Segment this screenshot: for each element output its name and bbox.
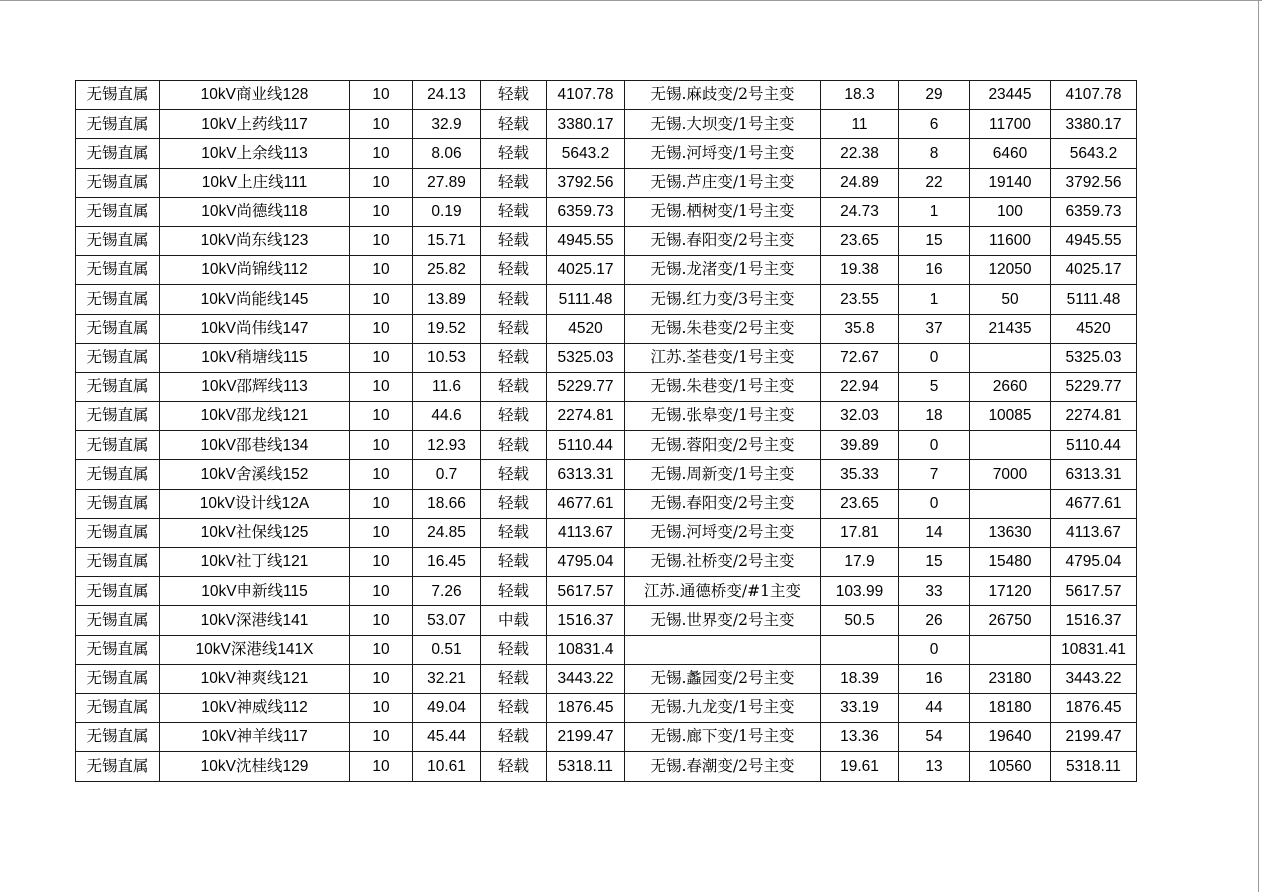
feeder-load-table (75, 80, 1137, 782)
line-name-cell: 10kV社丁线121 (160, 548, 350, 577)
table-row (76, 460, 1137, 489)
user-count-cell: 1 (899, 197, 970, 226)
transformer-cell: 无锡.栖树变/1号主变 (625, 197, 821, 226)
spare-capacity-cell: 3443.22 (547, 664, 625, 693)
transformer-load-rate-cell: 72.67 (821, 343, 899, 372)
table-row (76, 635, 1137, 664)
unit-cell: 无锡直属 (76, 314, 160, 343)
load-status-cell: 轻载 (481, 110, 547, 139)
load-rate-cell: 18.66 (413, 489, 481, 518)
load-status-cell: 轻载 (481, 256, 547, 285)
load-rate-cell: 32.9 (413, 110, 481, 139)
load-rate-cell: 7.26 (413, 577, 481, 606)
table-row (76, 577, 1137, 606)
unit-cell: 无锡直属 (76, 752, 160, 781)
voltage-cell: 10 (350, 110, 413, 139)
transformer-cell: 无锡.九龙变/1号主变 (625, 693, 821, 722)
table-row (76, 139, 1137, 168)
spare-capacity-cell: 5617.57 (547, 577, 625, 606)
spare-capacity-cell: 4025.17 (547, 256, 625, 285)
transformer-load-rate-cell: 23.65 (821, 489, 899, 518)
transformer-load-rate-cell: 23.55 (821, 285, 899, 314)
line-name-cell: 10kV深港线141 (160, 606, 350, 635)
available-capacity-cell: 1516.37 (1051, 606, 1137, 635)
user-count-cell: 22 (899, 168, 970, 197)
transformer-load-rate-cell: 33.19 (821, 693, 899, 722)
voltage-cell: 10 (350, 168, 413, 197)
transformer-cell: 无锡.芦庄变/1号主变 (625, 168, 821, 197)
load-rate-cell: 25.82 (413, 256, 481, 285)
capacity-cell: 23180 (970, 664, 1051, 693)
line-name-cell: 10kV申新线115 (160, 577, 350, 606)
available-capacity-cell: 6359.73 (1051, 197, 1137, 226)
user-count-cell: 26 (899, 606, 970, 635)
capacity-cell (970, 343, 1051, 372)
user-count-cell: 7 (899, 460, 970, 489)
voltage-cell: 10 (350, 402, 413, 431)
transformer-cell: 无锡.春潮变/2号主变 (625, 752, 821, 781)
transformer-load-rate-cell: 17.9 (821, 548, 899, 577)
transformer-load-rate-cell: 22.94 (821, 372, 899, 401)
available-capacity-cell: 2199.47 (1051, 723, 1137, 752)
line-name-cell: 10kV邵辉线113 (160, 372, 350, 401)
spare-capacity-cell: 10831.4 (547, 635, 625, 664)
line-name-cell: 10kV沈桂线129 (160, 752, 350, 781)
line-name-cell: 10kV上庄线111 (160, 168, 350, 197)
transformer-load-rate-cell: 35.33 (821, 460, 899, 489)
capacity-cell: 6460 (970, 139, 1051, 168)
available-capacity-cell: 5617.57 (1051, 577, 1137, 606)
available-capacity-cell: 3792.56 (1051, 168, 1137, 197)
voltage-cell: 10 (350, 343, 413, 372)
available-capacity-cell: 3380.17 (1051, 110, 1137, 139)
transformer-load-rate-cell: 39.89 (821, 431, 899, 460)
unit-cell: 无锡直属 (76, 226, 160, 255)
unit-cell: 无锡直属 (76, 139, 160, 168)
table-row (76, 431, 1137, 460)
transformer-load-rate-cell: 11 (821, 110, 899, 139)
transformer-load-rate-cell: 22.38 (821, 139, 899, 168)
unit-cell: 无锡直属 (76, 635, 160, 664)
available-capacity-cell: 5110.44 (1051, 431, 1137, 460)
load-status-cell: 中载 (481, 606, 547, 635)
line-name-cell: 10kV神爽线121 (160, 664, 350, 693)
spare-capacity-cell: 5229.77 (547, 372, 625, 401)
user-count-cell: 1 (899, 285, 970, 314)
spare-capacity-cell: 5643.2 (547, 139, 625, 168)
voltage-cell: 10 (350, 723, 413, 752)
unit-cell: 无锡直属 (76, 110, 160, 139)
table-row (76, 693, 1137, 722)
load-status-cell: 轻载 (481, 285, 547, 314)
spare-capacity-cell: 4520 (547, 314, 625, 343)
capacity-cell: 100 (970, 197, 1051, 226)
capacity-cell: 11700 (970, 110, 1051, 139)
transformer-cell (625, 635, 821, 664)
table-row (76, 723, 1137, 752)
table-row (76, 402, 1137, 431)
load-rate-cell: 53.07 (413, 606, 481, 635)
capacity-cell: 2660 (970, 372, 1051, 401)
load-status-cell: 轻载 (481, 197, 547, 226)
transformer-load-rate-cell: 19.38 (821, 256, 899, 285)
table-row (76, 752, 1137, 781)
spare-capacity-cell: 4677.61 (547, 489, 625, 518)
spare-capacity-cell: 3792.56 (547, 168, 625, 197)
voltage-cell: 10 (350, 372, 413, 401)
available-capacity-cell: 1876.45 (1051, 693, 1137, 722)
unit-cell: 无锡直属 (76, 285, 160, 314)
voltage-cell: 10 (350, 226, 413, 255)
table-row (76, 489, 1137, 518)
line-name-cell: 10kV尚伟线147 (160, 314, 350, 343)
load-status-cell: 轻载 (481, 664, 547, 693)
transformer-load-rate-cell: 19.61 (821, 752, 899, 781)
load-rate-cell: 45.44 (413, 723, 481, 752)
transformer-cell: 江苏.荃巷变/1号主变 (625, 343, 821, 372)
user-count-cell: 54 (899, 723, 970, 752)
transformer-cell: 无锡.社桥变/2号主变 (625, 548, 821, 577)
transformer-cell: 无锡.蠡园变/2号主变 (625, 664, 821, 693)
transformer-cell: 无锡.周新变/1号主变 (625, 460, 821, 489)
load-rate-cell: 0.19 (413, 197, 481, 226)
unit-cell: 无锡直属 (76, 256, 160, 285)
user-count-cell: 8 (899, 139, 970, 168)
voltage-cell: 10 (350, 489, 413, 518)
voltage-cell: 10 (350, 256, 413, 285)
line-name-cell: 10kV上药线117 (160, 110, 350, 139)
transformer-load-rate-cell: 32.03 (821, 402, 899, 431)
capacity-cell: 11600 (970, 226, 1051, 255)
line-name-cell: 10kV尚东线123 (160, 226, 350, 255)
load-rate-cell: 0.51 (413, 635, 481, 664)
load-status-cell: 轻载 (481, 168, 547, 197)
user-count-cell: 0 (899, 635, 970, 664)
spare-capacity-cell: 1876.45 (547, 693, 625, 722)
voltage-cell: 10 (350, 606, 413, 635)
transformer-cell: 无锡.春阳变/2号主变 (625, 226, 821, 255)
transformer-load-rate-cell: 35.8 (821, 314, 899, 343)
available-capacity-cell: 5325.03 (1051, 343, 1137, 372)
capacity-cell: 17120 (970, 577, 1051, 606)
voltage-cell: 10 (350, 664, 413, 693)
line-name-cell: 10kV深港线141X (160, 635, 350, 664)
capacity-cell: 10085 (970, 402, 1051, 431)
user-count-cell: 37 (899, 314, 970, 343)
capacity-cell: 7000 (970, 460, 1051, 489)
available-capacity-cell: 5229.77 (1051, 372, 1137, 401)
transformer-cell: 无锡.朱巷变/1号主变 (625, 372, 821, 401)
table-row (76, 197, 1137, 226)
voltage-cell: 10 (350, 431, 413, 460)
voltage-cell: 10 (350, 314, 413, 343)
voltage-cell: 10 (350, 518, 413, 547)
line-name-cell: 10kV商业线128 (160, 81, 350, 110)
user-count-cell: 15 (899, 226, 970, 255)
voltage-cell: 10 (350, 139, 413, 168)
load-status-cell: 轻载 (481, 226, 547, 255)
user-count-cell: 14 (899, 518, 970, 547)
transformer-load-rate-cell: 24.89 (821, 168, 899, 197)
load-rate-cell: 0.7 (413, 460, 481, 489)
spare-capacity-cell: 5110.44 (547, 431, 625, 460)
voltage-cell: 10 (350, 577, 413, 606)
user-count-cell: 0 (899, 343, 970, 372)
transformer-load-rate-cell: 18.39 (821, 664, 899, 693)
line-name-cell: 10kV社保线125 (160, 518, 350, 547)
capacity-cell: 19640 (970, 723, 1051, 752)
page-top-border (0, 0, 1262, 1)
capacity-cell: 50 (970, 285, 1051, 314)
capacity-cell (970, 431, 1051, 460)
user-count-cell: 6 (899, 110, 970, 139)
load-status-cell: 轻载 (481, 314, 547, 343)
load-rate-cell: 49.04 (413, 693, 481, 722)
load-rate-cell: 44.6 (413, 402, 481, 431)
load-status-cell: 轻载 (481, 548, 547, 577)
line-name-cell: 10kV神羊线117 (160, 723, 350, 752)
page-right-border (1258, 0, 1259, 892)
load-rate-cell: 24.85 (413, 518, 481, 547)
available-capacity-cell: 5643.2 (1051, 139, 1137, 168)
line-name-cell: 10kV设计线12A (160, 489, 350, 518)
load-rate-cell: 32.21 (413, 664, 481, 693)
unit-cell: 无锡直属 (76, 81, 160, 110)
capacity-cell: 13630 (970, 518, 1051, 547)
transformer-load-rate-cell: 50.5 (821, 606, 899, 635)
load-rate-cell: 24.13 (413, 81, 481, 110)
capacity-cell (970, 489, 1051, 518)
table-row (76, 372, 1137, 401)
capacity-cell: 15480 (970, 548, 1051, 577)
available-capacity-cell: 4107.78 (1051, 81, 1137, 110)
voltage-cell: 10 (350, 197, 413, 226)
unit-cell: 无锡直属 (76, 723, 160, 752)
transformer-cell: 无锡.河埒变/1号主变 (625, 139, 821, 168)
transformer-load-rate-cell: 18.3 (821, 81, 899, 110)
load-status-cell: 轻载 (481, 372, 547, 401)
unit-cell: 无锡直属 (76, 460, 160, 489)
transformer-load-rate-cell: 23.65 (821, 226, 899, 255)
table-row (76, 314, 1137, 343)
table-row (76, 548, 1137, 577)
transformer-cell: 无锡.朱巷变/2号主变 (625, 314, 821, 343)
user-count-cell: 5 (899, 372, 970, 401)
table-row (76, 168, 1137, 197)
load-status-cell: 轻载 (481, 723, 547, 752)
unit-cell: 无锡直属 (76, 431, 160, 460)
available-capacity-cell: 6313.31 (1051, 460, 1137, 489)
transformer-cell: 无锡.蓉阳变/2号主变 (625, 431, 821, 460)
load-rate-cell: 10.61 (413, 752, 481, 781)
voltage-cell: 10 (350, 752, 413, 781)
load-rate-cell: 27.89 (413, 168, 481, 197)
capacity-cell: 26750 (970, 606, 1051, 635)
load-status-cell: 轻载 (481, 635, 547, 664)
voltage-cell: 10 (350, 635, 413, 664)
transformer-load-rate-cell: 13.36 (821, 723, 899, 752)
load-rate-cell: 19.52 (413, 314, 481, 343)
unit-cell: 无锡直属 (76, 518, 160, 547)
table-row (76, 81, 1137, 110)
line-name-cell: 10kV邵龙线121 (160, 402, 350, 431)
load-rate-cell: 16.45 (413, 548, 481, 577)
line-name-cell: 10kV尚德线118 (160, 197, 350, 226)
available-capacity-cell: 4520 (1051, 314, 1137, 343)
transformer-cell: 无锡.河埒变/2号主变 (625, 518, 821, 547)
transformer-cell: 无锡.红力变/3号主变 (625, 285, 821, 314)
load-status-cell: 轻载 (481, 693, 547, 722)
transformer-cell: 无锡.麻歧变/2号主变 (625, 81, 821, 110)
spare-capacity-cell: 6359.73 (547, 197, 625, 226)
spare-capacity-cell: 2199.47 (547, 723, 625, 752)
line-name-cell: 10kV尚能线145 (160, 285, 350, 314)
voltage-cell: 10 (350, 460, 413, 489)
transformer-cell: 无锡.张皋变/1号主变 (625, 402, 821, 431)
available-capacity-cell: 2274.81 (1051, 402, 1137, 431)
user-count-cell: 33 (899, 577, 970, 606)
load-status-cell: 轻载 (481, 489, 547, 518)
transformer-cell: 无锡.春阳变/2号主变 (625, 489, 821, 518)
spare-capacity-cell: 4113.67 (547, 518, 625, 547)
load-status-cell: 轻载 (481, 460, 547, 489)
spare-capacity-cell: 2274.81 (547, 402, 625, 431)
load-status-cell: 轻载 (481, 518, 547, 547)
available-capacity-cell: 5111.48 (1051, 285, 1137, 314)
unit-cell: 无锡直属 (76, 168, 160, 197)
line-name-cell: 10kV舍溪线152 (160, 460, 350, 489)
user-count-cell: 15 (899, 548, 970, 577)
load-status-cell: 轻载 (481, 402, 547, 431)
spare-capacity-cell: 5318.11 (547, 752, 625, 781)
available-capacity-cell: 10831.41 (1051, 635, 1137, 664)
transformer-cell: 无锡.龙渚变/1号主变 (625, 256, 821, 285)
unit-cell: 无锡直属 (76, 606, 160, 635)
table-row (76, 285, 1137, 314)
table-body (76, 81, 1137, 782)
available-capacity-cell: 4677.61 (1051, 489, 1137, 518)
available-capacity-cell: 3443.22 (1051, 664, 1137, 693)
transformer-cell: 无锡.大坝变/1号主变 (625, 110, 821, 139)
capacity-cell: 23445 (970, 81, 1051, 110)
spare-capacity-cell: 4107.78 (547, 81, 625, 110)
unit-cell: 无锡直属 (76, 664, 160, 693)
line-name-cell: 10kV邵巷线134 (160, 431, 350, 460)
voltage-cell: 10 (350, 693, 413, 722)
capacity-cell: 18180 (970, 693, 1051, 722)
table-row (76, 256, 1137, 285)
capacity-cell: 21435 (970, 314, 1051, 343)
voltage-cell: 10 (350, 548, 413, 577)
unit-cell: 无锡直属 (76, 402, 160, 431)
user-count-cell: 13 (899, 752, 970, 781)
user-count-cell: 18 (899, 402, 970, 431)
user-count-cell: 44 (899, 693, 970, 722)
spare-capacity-cell: 1516.37 (547, 606, 625, 635)
available-capacity-cell: 4113.67 (1051, 518, 1137, 547)
unit-cell: 无锡直属 (76, 372, 160, 401)
load-rate-cell: 15.71 (413, 226, 481, 255)
load-rate-cell: 12.93 (413, 431, 481, 460)
table-row (76, 606, 1137, 635)
table-row (76, 343, 1137, 372)
table-row (76, 664, 1137, 693)
table-row (76, 518, 1137, 547)
transformer-load-rate-cell: 103.99 (821, 577, 899, 606)
spare-capacity-cell: 4795.04 (547, 548, 625, 577)
voltage-cell: 10 (350, 81, 413, 110)
spare-capacity-cell: 5111.48 (547, 285, 625, 314)
load-rate-cell: 11.6 (413, 372, 481, 401)
line-name-cell: 10kV神威线112 (160, 693, 350, 722)
spare-capacity-cell: 6313.31 (547, 460, 625, 489)
available-capacity-cell: 4025.17 (1051, 256, 1137, 285)
available-capacity-cell: 5318.11 (1051, 752, 1137, 781)
spare-capacity-cell: 3380.17 (547, 110, 625, 139)
user-count-cell: 29 (899, 81, 970, 110)
unit-cell: 无锡直属 (76, 489, 160, 518)
transformer-load-rate-cell: 24.73 (821, 197, 899, 226)
available-capacity-cell: 4795.04 (1051, 548, 1137, 577)
transformer-cell: 无锡.廊下变/1号主变 (625, 723, 821, 752)
unit-cell: 无锡直属 (76, 197, 160, 226)
load-status-cell: 轻载 (481, 343, 547, 372)
capacity-cell: 10560 (970, 752, 1051, 781)
transformer-load-rate-cell: 17.81 (821, 518, 899, 547)
unit-cell: 无锡直属 (76, 343, 160, 372)
capacity-cell: 12050 (970, 256, 1051, 285)
table-row (76, 110, 1137, 139)
transformer-cell: 无锡.世界变/2号主变 (625, 606, 821, 635)
capacity-cell: 19140 (970, 168, 1051, 197)
unit-cell: 无锡直属 (76, 577, 160, 606)
line-name-cell: 10kV尚锦线112 (160, 256, 350, 285)
load-status-cell: 轻载 (481, 139, 547, 168)
line-name-cell: 10kV稍塘线115 (160, 343, 350, 372)
load-status-cell: 轻载 (481, 577, 547, 606)
load-rate-cell: 10.53 (413, 343, 481, 372)
load-status-cell: 轻载 (481, 81, 547, 110)
spare-capacity-cell: 5325.03 (547, 343, 625, 372)
unit-cell: 无锡直属 (76, 693, 160, 722)
load-status-cell: 轻载 (481, 752, 547, 781)
voltage-cell: 10 (350, 285, 413, 314)
user-count-cell: 16 (899, 256, 970, 285)
capacity-cell (970, 635, 1051, 664)
unit-cell: 无锡直属 (76, 548, 160, 577)
transformer-load-rate-cell (821, 635, 899, 664)
table-row (76, 226, 1137, 255)
spare-capacity-cell: 4945.55 (547, 226, 625, 255)
user-count-cell: 0 (899, 489, 970, 518)
load-rate-cell: 13.89 (413, 285, 481, 314)
transformer-cell: 江苏.通德桥变/#1主变 (625, 577, 821, 606)
line-name-cell: 10kV上余线113 (160, 139, 350, 168)
user-count-cell: 16 (899, 664, 970, 693)
available-capacity-cell: 4945.55 (1051, 226, 1137, 255)
load-status-cell: 轻载 (481, 431, 547, 460)
load-rate-cell: 8.06 (413, 139, 481, 168)
user-count-cell: 0 (899, 431, 970, 460)
